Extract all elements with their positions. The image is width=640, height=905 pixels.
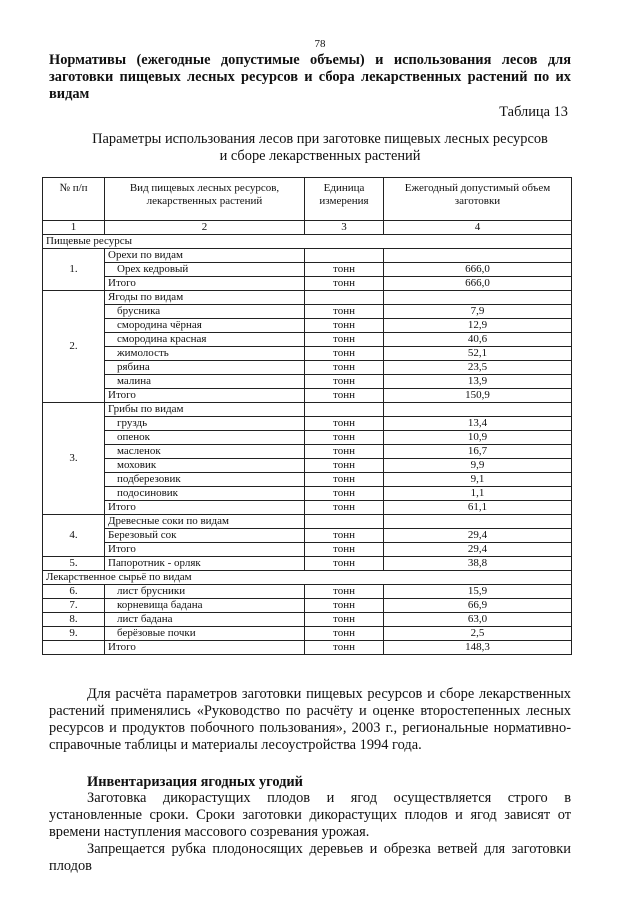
value-cell: 63,0: [384, 613, 572, 627]
resource-name: моховик: [105, 459, 305, 473]
unit-cell: тонн: [305, 585, 384, 599]
row-number: 9.: [43, 627, 105, 641]
value-cell: 13,9: [384, 375, 572, 389]
unit-cell: тонн: [305, 333, 384, 347]
table-row: [43, 585, 572, 599]
value-cell: 10,9: [384, 431, 572, 445]
value-cell: 2,5: [384, 627, 572, 641]
table-row: [43, 641, 572, 655]
resource-name: берёзовые почки: [105, 627, 305, 641]
row-number: [43, 641, 105, 655]
value-cell: 13,4: [384, 417, 572, 431]
table-label: Таблица 13: [499, 104, 568, 120]
row-number: 6.: [43, 585, 105, 599]
value-cell: 9,1: [384, 473, 572, 487]
table-row: [43, 599, 572, 613]
resource-name: Папоротник - орляк: [105, 557, 305, 571]
row-number: 5.: [43, 557, 105, 571]
header-resource: Вид пищевых лесных ресурсов, лекарственных растений: [105, 178, 305, 221]
table-row: [43, 235, 572, 249]
resource-name: опенок: [105, 431, 305, 445]
group-label: Орехи по видам: [105, 249, 305, 263]
resource-name: рябина: [105, 361, 305, 375]
table-row: [43, 263, 572, 277]
unit-cell: тонн: [305, 277, 384, 291]
header-unit: Единица измерения: [305, 178, 384, 221]
table-row: [43, 473, 572, 487]
subheading-berry-inventory: Инвентаризация ягодных угодий: [87, 774, 303, 790]
table-row: [43, 361, 572, 375]
unit-cell: [305, 291, 384, 305]
value-cell: 666,0: [384, 263, 572, 277]
table-row: [43, 375, 572, 389]
resource-name: Березовый сок: [105, 529, 305, 543]
column-number: 2: [105, 221, 305, 235]
value-cell: [384, 249, 572, 263]
total-label: Итого: [105, 277, 305, 291]
paragraph-harvest-terms: Заготовка дикорастущих плодов и ягод осуществляется строго в установленные сроки. Сроки заготовки дикорастущих плодов и ягод зависят от времени наступления массового созревания урожая.: [49, 790, 571, 840]
table-row: [43, 557, 572, 571]
column-number: 4: [384, 221, 572, 235]
unit-cell: тонн: [305, 599, 384, 613]
unit-cell: [305, 403, 384, 417]
total-label: Итого: [105, 543, 305, 557]
table-row: [43, 501, 572, 515]
column-number: 1: [43, 221, 105, 235]
table-row: [43, 487, 572, 501]
table-caption: [0, 131, 640, 165]
table-row: [43, 347, 572, 361]
value-cell: 61,1: [384, 501, 572, 515]
table-row: [43, 431, 572, 445]
unit-cell: [305, 249, 384, 263]
paragraph-methodology: Для расчёта параметров заготовки пищевых ресурсов и сборе лекарственных растений применялись «Руководство по расчёту и оценке второстепенных лесных ресурсов и продуктов побочного пользования», 2003 г., региональные нормативно-справочные таблицы и материалы лесоустройства 1994 года.: [49, 686, 571, 753]
table-row: [43, 459, 572, 473]
resource-name: смородина красная: [105, 333, 305, 347]
table-row: [43, 333, 572, 347]
value-cell: 9,9: [384, 459, 572, 473]
caption-line-2: и сборе лекарственных растений: [219, 148, 421, 164]
value-cell: 1,1: [384, 487, 572, 501]
value-cell: 666,0: [384, 277, 572, 291]
document-heading: Нормативы (ежегодные допустимые объемы) и использования лесов для заготовки пищевых лесных ресурсов и сбора лекарственных растений по их видам: [49, 52, 571, 102]
table-row: [43, 613, 572, 627]
resource-name: корневища бадана: [105, 599, 305, 613]
table-row: [43, 403, 572, 417]
unit-cell: тонн: [305, 445, 384, 459]
unit-cell: тонн: [305, 347, 384, 361]
resource-name: подберезовик: [105, 473, 305, 487]
table-row: [43, 249, 572, 263]
unit-cell: тонн: [305, 627, 384, 641]
row-number: 2.: [43, 291, 105, 403]
resource-name: лист брусники: [105, 585, 305, 599]
value-cell: 52,1: [384, 347, 572, 361]
value-cell: 15,9: [384, 585, 572, 599]
table-row: [43, 417, 572, 431]
unit-cell: тонн: [305, 641, 384, 655]
resources-table: [42, 177, 572, 655]
resource-name: лист бадана: [105, 613, 305, 627]
unit-cell: тонн: [305, 389, 384, 403]
value-cell: 23,5: [384, 361, 572, 375]
unit-cell: тонн: [305, 613, 384, 627]
resource-name: груздь: [105, 417, 305, 431]
value-cell: 12,9: [384, 319, 572, 333]
table-row: [43, 529, 572, 543]
table-row: [43, 277, 572, 291]
value-cell: 29,4: [384, 529, 572, 543]
column-number-row: [43, 221, 572, 235]
unit-cell: [305, 515, 384, 529]
value-cell: 16,7: [384, 445, 572, 459]
table-row: [43, 543, 572, 557]
resource-name: масленок: [105, 445, 305, 459]
resource-name: жимолость: [105, 347, 305, 361]
section-label: Пищевые ресурсы: [43, 235, 572, 249]
table-row: [43, 571, 572, 585]
unit-cell: тонн: [305, 557, 384, 571]
column-number: 3: [305, 221, 384, 235]
table-row: [43, 627, 572, 641]
row-number: 1.: [43, 249, 105, 291]
group-label: Древесные соки по видам: [105, 515, 305, 529]
unit-cell: тонн: [305, 473, 384, 487]
table-row: [43, 389, 572, 403]
resource-name: подосиновик: [105, 487, 305, 501]
total-label: Итого: [105, 501, 305, 515]
group-label: Грибы по видам: [105, 403, 305, 417]
section-label: Лекарственное сырьё по видам: [43, 571, 572, 585]
page-number: 78: [314, 38, 326, 50]
table-row: [43, 305, 572, 319]
unit-cell: тонн: [305, 361, 384, 375]
table-row: [43, 445, 572, 459]
unit-cell: тонн: [305, 459, 384, 473]
table-row: [43, 319, 572, 333]
value-cell: 29,4: [384, 543, 572, 557]
resource-name: смородина чёрная: [105, 319, 305, 333]
unit-cell: тонн: [305, 487, 384, 501]
table-row: [43, 515, 572, 529]
resource-name: брусника: [105, 305, 305, 319]
unit-cell: тонн: [305, 529, 384, 543]
unit-cell: тонн: [305, 417, 384, 431]
row-number: 4.: [43, 515, 105, 557]
value-cell: 40,6: [384, 333, 572, 347]
value-cell: [384, 403, 572, 417]
row-number: 3.: [43, 403, 105, 515]
row-number: 8.: [43, 613, 105, 627]
value-cell: 38,8: [384, 557, 572, 571]
paragraph-prohibition: Запрещается рубка плодоносящих деревьев и обрезка ветвей для заготовки плодов: [49, 841, 571, 874]
header-number: № п/п: [43, 178, 105, 221]
resource-name: малина: [105, 375, 305, 389]
value-cell: 150,9: [384, 389, 572, 403]
value-cell: [384, 515, 572, 529]
unit-cell: тонн: [305, 319, 384, 333]
unit-cell: тонн: [305, 375, 384, 389]
unit-cell: тонн: [305, 305, 384, 319]
unit-cell: тонн: [305, 263, 384, 277]
unit-cell: тонн: [305, 543, 384, 557]
value-cell: 7,9: [384, 305, 572, 319]
caption-line-1: Параметры использования лесов при заготовке пищевых лесных ресурсов: [92, 131, 548, 147]
group-label: Ягоды по видам: [105, 291, 305, 305]
table-row: [43, 291, 572, 305]
value-cell: 66,9: [384, 599, 572, 613]
value-cell: 148,3: [384, 641, 572, 655]
unit-cell: тонн: [305, 501, 384, 515]
unit-cell: тонн: [305, 431, 384, 445]
header-volume: Ежегодный допустимый объем заготовки: [384, 178, 572, 221]
total-label: Итого: [105, 389, 305, 403]
row-number: 7.: [43, 599, 105, 613]
value-cell: [384, 291, 572, 305]
total-label: Итого: [105, 641, 305, 655]
resource-name: Орех кедровый: [105, 263, 305, 277]
